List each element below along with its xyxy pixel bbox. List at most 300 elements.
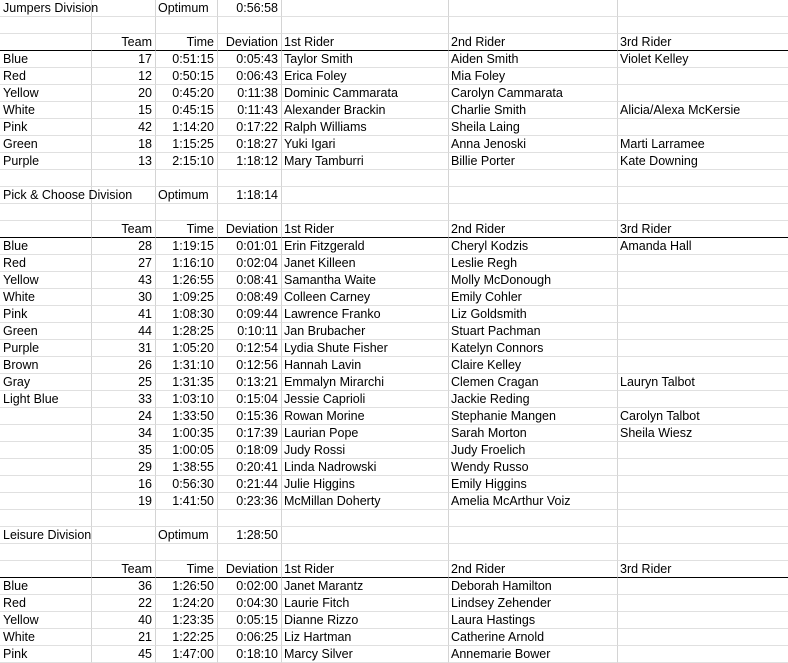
table-row <box>0 238 788 255</box>
ride-time[interactable]: 1:00:35 <box>156 425 218 442</box>
team-number[interactable]: 41 <box>92 306 156 323</box>
rider-1[interactable]: Janet Killeen <box>282 255 449 272</box>
rider-3[interactable] <box>618 340 788 357</box>
deviation[interactable]: 0:02:00 <box>218 578 282 595</box>
header-rider-2[interactable]: 2nd Rider <box>449 561 618 578</box>
rider-2[interactable]: Molly McDonough <box>449 272 618 289</box>
table-row <box>0 255 788 272</box>
deviation[interactable]: 0:13:21 <box>218 374 282 391</box>
rider-1[interactable]: Ralph Williams <box>282 119 449 136</box>
rider-3[interactable] <box>618 476 788 493</box>
team-number[interactable]: 20 <box>92 85 156 102</box>
empty-cell[interactable] <box>0 170 92 187</box>
division-name[interactable]: Pick & Choose Division <box>0 187 92 204</box>
rider-3[interactable]: Alicia/Alexa McKersie <box>618 102 788 119</box>
team-color[interactable]: Green <box>0 136 92 153</box>
rider-2[interactable]: Charlie Smith <box>449 102 618 119</box>
header-deviation[interactable]: Deviation <box>218 34 282 51</box>
rider-1[interactable]: McMillan Doherty <box>282 493 449 510</box>
deviation[interactable]: 0:23:36 <box>218 493 282 510</box>
rider-3[interactable] <box>618 578 788 595</box>
rider-3[interactable] <box>618 357 788 374</box>
rider-3[interactable] <box>618 306 788 323</box>
team-number[interactable]: 13 <box>92 153 156 170</box>
empty-cell[interactable] <box>0 221 92 238</box>
rider-3[interactable]: Kate Downing <box>618 153 788 170</box>
team-number[interactable]: 30 <box>92 289 156 306</box>
team-number[interactable]: 36 <box>92 578 156 595</box>
rider-2[interactable]: Clemen Cragan <box>449 374 618 391</box>
division-name[interactable]: Jumpers Division <box>0 0 92 17</box>
table-row <box>0 578 788 595</box>
spacer-row <box>0 510 788 527</box>
header-time[interactable]: Time <box>156 34 218 51</box>
spacer-row <box>0 204 788 221</box>
rider-1[interactable]: Erica Foley <box>282 68 449 85</box>
ride-time[interactable]: 1:09:25 <box>156 289 218 306</box>
team-number[interactable]: 28 <box>92 238 156 255</box>
team-color[interactable] <box>0 425 92 442</box>
ride-time[interactable]: 0:45:20 <box>156 85 218 102</box>
team-number[interactable]: 29 <box>92 459 156 476</box>
empty-cell[interactable] <box>92 170 156 187</box>
empty-cell[interactable] <box>92 17 156 34</box>
empty-cell[interactable] <box>218 510 282 527</box>
ride-time[interactable]: 1:05:20 <box>156 340 218 357</box>
empty-cell[interactable] <box>449 17 618 34</box>
deviation[interactable]: 0:08:41 <box>218 272 282 289</box>
team-number[interactable]: 21 <box>92 629 156 646</box>
empty-cell[interactable] <box>92 204 156 221</box>
division-title-row <box>0 527 788 544</box>
empty-cell[interactable] <box>156 510 218 527</box>
team-number[interactable]: 31 <box>92 340 156 357</box>
ride-time[interactable]: 1:16:10 <box>156 255 218 272</box>
team-color[interactable]: Yellow <box>0 272 92 289</box>
team-number[interactable]: 26 <box>92 357 156 374</box>
rider-2[interactable]: Amelia McArthur Voiz <box>449 493 618 510</box>
optimum-label[interactable]: Optimum <box>156 187 218 204</box>
empty-cell[interactable] <box>218 170 282 187</box>
deviation[interactable]: 0:06:43 <box>218 68 282 85</box>
table-row <box>0 51 788 68</box>
team-color[interactable]: Blue <box>0 238 92 255</box>
ride-time[interactable]: 1:23:35 <box>156 612 218 629</box>
rider-1[interactable]: Linda Nadrowski <box>282 459 449 476</box>
rider-2[interactable]: Stephanie Mangen <box>449 408 618 425</box>
rider-3[interactable] <box>618 289 788 306</box>
rider-3[interactable] <box>618 272 788 289</box>
deviation[interactable]: 0:05:15 <box>218 612 282 629</box>
empty-cell[interactable] <box>449 0 618 17</box>
rider-3[interactable] <box>618 255 788 272</box>
empty-cell[interactable] <box>156 544 218 561</box>
team-color[interactable]: White <box>0 289 92 306</box>
empty-cell[interactable] <box>282 187 449 204</box>
empty-cell[interactable] <box>92 0 156 17</box>
team-color[interactable]: Blue <box>0 51 92 68</box>
rider-1[interactable]: Julie Higgins <box>282 476 449 493</box>
ride-time[interactable]: 1:26:55 <box>156 272 218 289</box>
column-header-row <box>0 221 788 238</box>
team-color[interactable]: White <box>0 629 92 646</box>
rider-3[interactable] <box>618 459 788 476</box>
team-number[interactable]: 17 <box>92 51 156 68</box>
header-rider-2[interactable]: 2nd Rider <box>449 221 618 238</box>
empty-cell[interactable] <box>282 510 449 527</box>
division-title-row <box>0 0 788 17</box>
table-row <box>0 374 788 391</box>
empty-cell[interactable] <box>218 17 282 34</box>
deviation[interactable]: 0:18:09 <box>218 442 282 459</box>
rider-2[interactable]: Sheila Laing <box>449 119 618 136</box>
empty-cell[interactable] <box>218 544 282 561</box>
deviation[interactable]: 0:21:44 <box>218 476 282 493</box>
empty-cell[interactable] <box>92 187 156 204</box>
deviation[interactable]: 0:01:01 <box>218 238 282 255</box>
empty-cell[interactable] <box>0 204 92 221</box>
rider-1[interactable]: Laurie Fitch <box>282 595 449 612</box>
empty-cell[interactable] <box>0 561 92 578</box>
ride-time[interactable]: 1:14:20 <box>156 119 218 136</box>
deviation[interactable]: 0:12:54 <box>218 340 282 357</box>
rider-2[interactable]: Claire Kelley <box>449 357 618 374</box>
empty-cell[interactable] <box>0 510 92 527</box>
empty-cell[interactable] <box>282 17 449 34</box>
rider-3[interactable]: Marti Larramee <box>618 136 788 153</box>
header-time[interactable]: Time <box>156 561 218 578</box>
table-row <box>0 629 788 646</box>
team-color[interactable] <box>0 476 92 493</box>
header-rider-3[interactable]: 3rd Rider <box>618 561 788 578</box>
team-color[interactable]: Purple <box>0 153 92 170</box>
empty-cell[interactable] <box>449 170 618 187</box>
empty-cell[interactable] <box>92 544 156 561</box>
rider-3[interactable] <box>618 493 788 510</box>
table-row <box>0 476 788 493</box>
team-color[interactable]: Gray <box>0 374 92 391</box>
rider-1[interactable]: Laurian Pope <box>282 425 449 442</box>
team-number[interactable]: 15 <box>92 102 156 119</box>
empty-cell[interactable] <box>92 510 156 527</box>
optimum-time[interactable]: 0:56:58 <box>218 0 282 17</box>
team-color[interactable] <box>0 459 92 476</box>
deviation[interactable]: 0:17:39 <box>218 425 282 442</box>
rider-1[interactable]: Emmalyn Mirarchi <box>282 374 449 391</box>
rider-3[interactable] <box>618 629 788 646</box>
empty-cell[interactable] <box>449 544 618 561</box>
rider-3[interactable] <box>618 68 788 85</box>
team-number[interactable]: 19 <box>92 493 156 510</box>
table-row <box>0 493 788 510</box>
empty-cell[interactable] <box>618 204 788 221</box>
ride-time[interactable]: 1:08:30 <box>156 306 218 323</box>
rider-2[interactable]: Catherine Arnold <box>449 629 618 646</box>
team-color[interactable]: White <box>0 102 92 119</box>
empty-cell[interactable] <box>618 527 788 544</box>
ride-time[interactable]: 0:51:15 <box>156 51 218 68</box>
rider-3[interactable] <box>618 595 788 612</box>
team-number[interactable]: 18 <box>92 136 156 153</box>
team-color[interactable] <box>0 493 92 510</box>
deviation[interactable]: 0:04:30 <box>218 595 282 612</box>
rider-1[interactable]: Yuki Igari <box>282 136 449 153</box>
empty-cell[interactable] <box>449 204 618 221</box>
rider-3[interactable]: Violet Kelley <box>618 51 788 68</box>
rider-3[interactable] <box>618 85 788 102</box>
team-number[interactable]: 34 <box>92 425 156 442</box>
rider-2[interactable]: Aiden Smith <box>449 51 618 68</box>
empty-cell[interactable] <box>92 527 156 544</box>
deviation[interactable]: 0:08:49 <box>218 289 282 306</box>
header-rider-1[interactable]: 1st Rider <box>282 221 449 238</box>
optimum-time[interactable]: 1:18:14 <box>218 187 282 204</box>
empty-cell[interactable] <box>618 544 788 561</box>
rider-2[interactable]: Deborah Hamilton <box>449 578 618 595</box>
deviation[interactable]: 0:12:56 <box>218 357 282 374</box>
team-color[interactable] <box>0 442 92 459</box>
header-rider-3[interactable]: 3rd Rider <box>618 221 788 238</box>
ride-time[interactable]: 0:50:15 <box>156 68 218 85</box>
team-number[interactable]: 12 <box>92 68 156 85</box>
rider-1[interactable]: Samantha Waite <box>282 272 449 289</box>
column-header-row <box>0 34 788 51</box>
team-number[interactable]: 44 <box>92 323 156 340</box>
team-color[interactable]: Green <box>0 323 92 340</box>
rider-3[interactable] <box>618 119 788 136</box>
table-row <box>0 612 788 629</box>
team-color[interactable]: Yellow <box>0 612 92 629</box>
table-row <box>0 272 788 289</box>
team-number[interactable]: 24 <box>92 408 156 425</box>
rider-2[interactable]: Annemarie Bower <box>449 646 618 663</box>
team-color[interactable]: Red <box>0 68 92 85</box>
deviation[interactable]: 0:20:41 <box>218 459 282 476</box>
table-row <box>0 85 788 102</box>
team-number[interactable]: 40 <box>92 612 156 629</box>
table-row <box>0 136 788 153</box>
empty-cell[interactable] <box>618 187 788 204</box>
rider-3[interactable] <box>618 442 788 459</box>
team-color[interactable]: Purple <box>0 340 92 357</box>
empty-cell[interactable] <box>282 527 449 544</box>
rider-3[interactable]: Lauryn Talbot <box>618 374 788 391</box>
deviation[interactable]: 0:17:22 <box>218 119 282 136</box>
deviation[interactable]: 0:18:10 <box>218 646 282 663</box>
ride-time[interactable]: 1:03:10 <box>156 391 218 408</box>
deviation[interactable]: 0:06:25 <box>218 629 282 646</box>
rider-1[interactable]: Taylor Smith <box>282 51 449 68</box>
deviation[interactable]: 0:15:36 <box>218 408 282 425</box>
rider-1[interactable]: Alexander Brackin <box>282 102 449 119</box>
deviation[interactable]: 0:15:04 <box>218 391 282 408</box>
ride-time[interactable]: 1:19:15 <box>156 238 218 255</box>
table-row <box>0 646 788 663</box>
deviation[interactable]: 0:11:43 <box>218 102 282 119</box>
rider-2[interactable]: Liz Goldsmith <box>449 306 618 323</box>
header-rider-3[interactable]: 3rd Rider <box>618 34 788 51</box>
empty-cell[interactable] <box>618 510 788 527</box>
empty-cell[interactable] <box>282 0 449 17</box>
team-number[interactable]: 25 <box>92 374 156 391</box>
ride-time[interactable]: 1:31:35 <box>156 374 218 391</box>
header-team[interactable]: Team <box>92 221 156 238</box>
team-number[interactable]: 43 <box>92 272 156 289</box>
header-team[interactable]: Team <box>92 561 156 578</box>
team-color[interactable]: Light Blue <box>0 391 92 408</box>
team-color[interactable] <box>0 408 92 425</box>
rider-2[interactable]: Stuart Pachman <box>449 323 618 340</box>
header-rider-1[interactable]: 1st Rider <box>282 561 449 578</box>
ride-time[interactable]: 1:15:25 <box>156 136 218 153</box>
header-time[interactable]: Time <box>156 221 218 238</box>
empty-cell[interactable] <box>282 204 449 221</box>
optimum-label[interactable]: Optimum <box>156 527 218 544</box>
header-rider-2[interactable]: 2nd Rider <box>449 34 618 51</box>
ride-time[interactable]: 1:47:00 <box>156 646 218 663</box>
empty-cell[interactable] <box>282 544 449 561</box>
rider-3[interactable]: Amanda Hall <box>618 238 788 255</box>
empty-cell[interactable] <box>218 204 282 221</box>
rider-3[interactable] <box>618 646 788 663</box>
spacer-row <box>0 170 788 187</box>
table-row <box>0 408 788 425</box>
rider-3[interactable] <box>618 391 788 408</box>
ride-time[interactable]: 1:38:55 <box>156 459 218 476</box>
ride-time[interactable]: 1:24:20 <box>156 595 218 612</box>
empty-cell[interactable] <box>618 170 788 187</box>
rider-1[interactable]: Dominic Cammarata <box>282 85 449 102</box>
deviation[interactable]: 0:05:43 <box>218 51 282 68</box>
rider-1[interactable]: Judy Rossi <box>282 442 449 459</box>
ride-time[interactable]: 0:56:30 <box>156 476 218 493</box>
rider-1[interactable]: Liz Hartman <box>282 629 449 646</box>
rider-1[interactable]: Rowan Morine <box>282 408 449 425</box>
rider-1[interactable]: Lawrence Franko <box>282 306 449 323</box>
table-row <box>0 340 788 357</box>
rider-3[interactable]: Sheila Wiesz <box>618 425 788 442</box>
header-deviation[interactable]: Deviation <box>218 561 282 578</box>
empty-cell[interactable] <box>449 510 618 527</box>
rider-1[interactable]: Erin Fitzgerald <box>282 238 449 255</box>
rider-1[interactable]: Janet Marantz <box>282 578 449 595</box>
rider-1[interactable]: Lydia Shute Fisher <box>282 340 449 357</box>
table-row <box>0 68 788 85</box>
empty-cell[interactable] <box>156 170 218 187</box>
empty-cell[interactable] <box>449 187 618 204</box>
rider-2[interactable]: Emily Higgins <box>449 476 618 493</box>
empty-cell[interactable] <box>156 17 218 34</box>
table-row <box>0 442 788 459</box>
deviation[interactable]: 0:18:27 <box>218 136 282 153</box>
rider-2[interactable]: Mia Foley <box>449 68 618 85</box>
team-number[interactable]: 35 <box>92 442 156 459</box>
empty-cell[interactable] <box>0 17 92 34</box>
empty-cell[interactable] <box>156 204 218 221</box>
empty-cell[interactable] <box>618 0 788 17</box>
team-color[interactable]: Brown <box>0 357 92 374</box>
rider-1[interactable]: Colleen Carney <box>282 289 449 306</box>
deviation[interactable]: 0:02:04 <box>218 255 282 272</box>
rider-1[interactable]: Jessie Caprioli <box>282 391 449 408</box>
rider-2[interactable]: Laura Hastings <box>449 612 618 629</box>
rider-1[interactable]: Marcy Silver <box>282 646 449 663</box>
team-color[interactable]: Red <box>0 595 92 612</box>
rider-1[interactable]: Dianne Rizzo <box>282 612 449 629</box>
team-number[interactable]: 27 <box>92 255 156 272</box>
deviation[interactable]: 1:18:12 <box>218 153 282 170</box>
rider-2[interactable]: Jackie Reding <box>449 391 618 408</box>
empty-cell[interactable] <box>0 544 92 561</box>
rider-2[interactable]: Katelyn Connors <box>449 340 618 357</box>
ride-time[interactable]: 1:33:50 <box>156 408 218 425</box>
ride-time[interactable]: 1:28:25 <box>156 323 218 340</box>
deviation[interactable]: 0:10:11 <box>218 323 282 340</box>
empty-cell[interactable] <box>0 34 92 51</box>
rider-2[interactable]: Carolyn Cammarata <box>449 85 618 102</box>
team-number[interactable]: 33 <box>92 391 156 408</box>
optimum-label[interactable]: Optimum <box>156 0 218 17</box>
empty-cell[interactable] <box>618 17 788 34</box>
ride-time[interactable]: 1:31:10 <box>156 357 218 374</box>
rider-2[interactable]: Leslie Regh <box>449 255 618 272</box>
header-deviation[interactable]: Deviation <box>218 221 282 238</box>
team-number[interactable]: 45 <box>92 646 156 663</box>
team-color[interactable]: Red <box>0 255 92 272</box>
optimum-time[interactable]: 1:28:50 <box>218 527 282 544</box>
rider-2[interactable]: Wendy Russo <box>449 459 618 476</box>
team-number[interactable]: 22 <box>92 595 156 612</box>
rider-3[interactable] <box>618 612 788 629</box>
deviation[interactable]: 0:11:38 <box>218 85 282 102</box>
team-color[interactable]: Blue <box>0 578 92 595</box>
rider-1[interactable]: Hannah Lavin <box>282 357 449 374</box>
rider-1[interactable]: Jan Brubacher <box>282 323 449 340</box>
rider-2[interactable]: Emily Cohler <box>449 289 618 306</box>
team-number[interactable]: 42 <box>92 119 156 136</box>
rider-2[interactable]: Judy Froelich <box>449 442 618 459</box>
team-color[interactable]: Pink <box>0 306 92 323</box>
rider-2[interactable]: Cheryl Kodzis <box>449 238 618 255</box>
team-color[interactable]: Pink <box>0 119 92 136</box>
rider-3[interactable] <box>618 323 788 340</box>
division-name[interactable]: Leisure Division <box>0 527 92 544</box>
table-row <box>0 357 788 374</box>
rider-1[interactable]: Mary Tamburri <box>282 153 449 170</box>
team-number[interactable]: 16 <box>92 476 156 493</box>
rider-2[interactable]: Sarah Morton <box>449 425 618 442</box>
ride-time[interactable]: 1:22:25 <box>156 629 218 646</box>
header-team[interactable]: Team <box>92 34 156 51</box>
team-color[interactable]: Yellow <box>0 85 92 102</box>
table-row <box>0 289 788 306</box>
deviation[interactable]: 0:09:44 <box>218 306 282 323</box>
rider-3[interactable]: Carolyn Talbot <box>618 408 788 425</box>
empty-cell[interactable] <box>449 527 618 544</box>
rider-2[interactable]: Lindsey Zehender <box>449 595 618 612</box>
ride-time[interactable]: 1:00:05 <box>156 442 218 459</box>
ride-time[interactable]: 0:45:15 <box>156 102 218 119</box>
ride-time[interactable]: 2:15:10 <box>156 153 218 170</box>
team-color[interactable]: Pink <box>0 646 92 663</box>
column-header-row <box>0 561 788 578</box>
header-rider-1[interactable]: 1st Rider <box>282 34 449 51</box>
ride-time[interactable]: 1:41:50 <box>156 493 218 510</box>
ride-time[interactable]: 1:26:50 <box>156 578 218 595</box>
rider-2[interactable]: Billie Porter <box>449 153 618 170</box>
empty-cell[interactable] <box>282 170 449 187</box>
rider-2[interactable]: Anna Jenoski <box>449 136 618 153</box>
